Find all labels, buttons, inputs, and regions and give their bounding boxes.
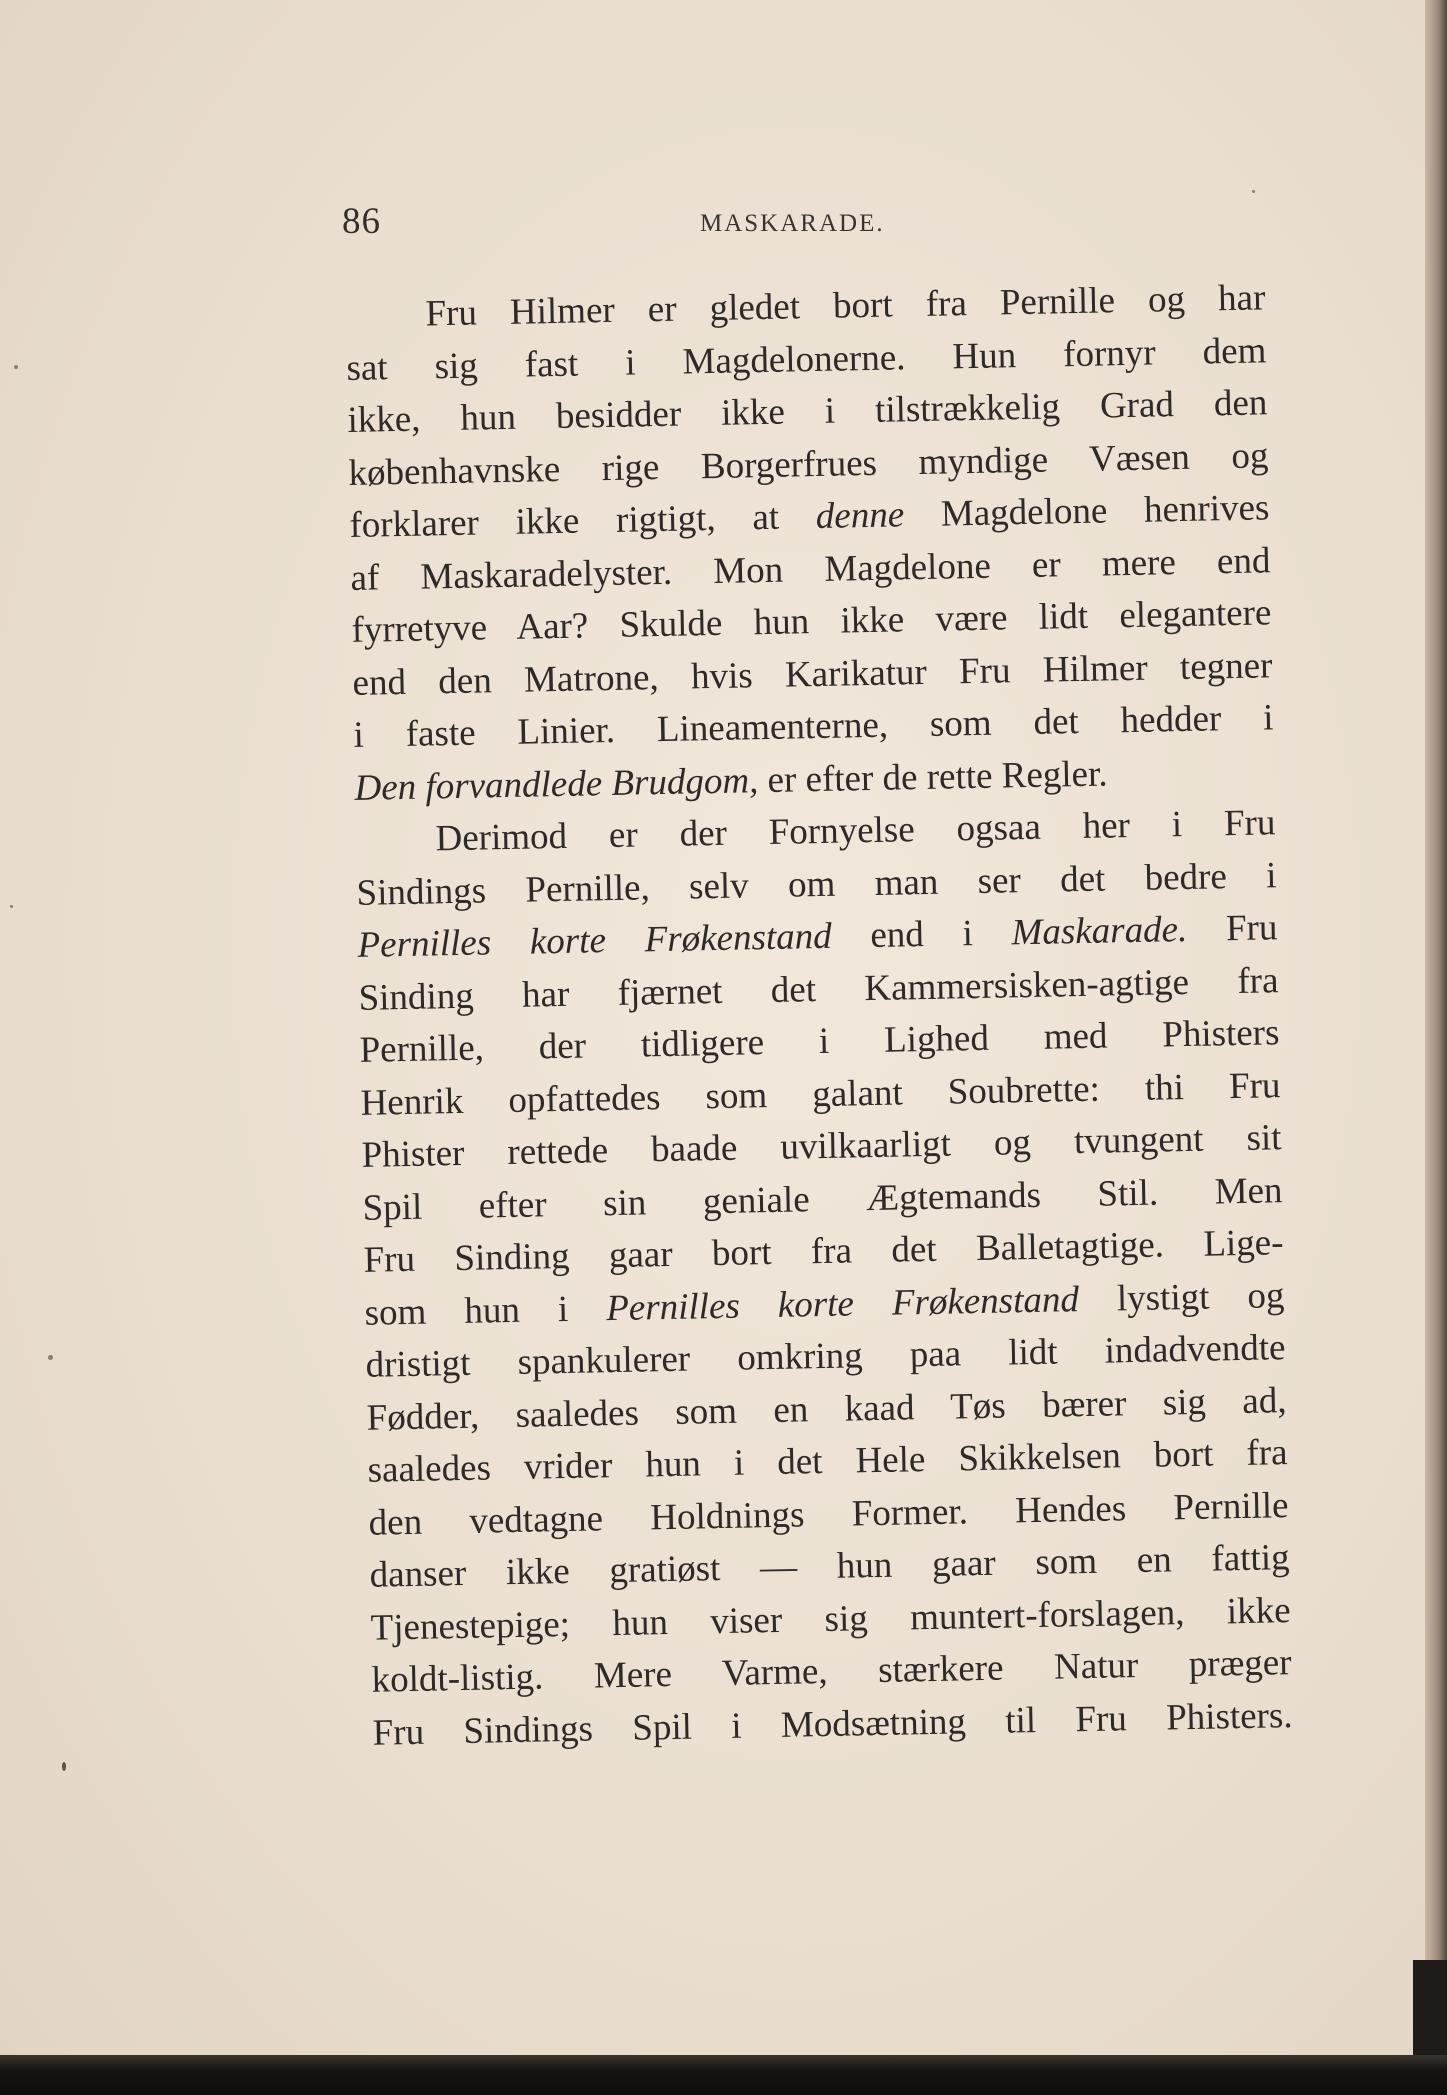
text-segment: som hun i — [364, 1287, 607, 1334]
text-segment: Henrik opfattedes som galant Soubrette: thi Fru — [360, 1064, 1281, 1124]
text-segment: af Maskaradelyster. Mon Magdelone er mere end — [350, 539, 1271, 599]
italic-title: Pernilles korte Frøkenstand — [357, 915, 833, 966]
text-segment: forklarer ikke rigtigt, at — [349, 496, 817, 546]
text-segment: end den Matrone, hvis Karikatur Fru Hilmer tegner — [352, 644, 1273, 704]
text-segment: Derimod er der Fornyelse ogsaa her i Fru — [435, 802, 1276, 860]
text-segment: Fødder, saaledes som en kaad Tøs bærer sig ad, — [366, 1379, 1287, 1439]
body-text — [345, 272, 1293, 1759]
italic-title: denne — [815, 494, 905, 537]
text-segment: danser ikke gratiøst — hun gaar som en fattig — [369, 1537, 1290, 1596]
text-segment: lystigt og — [1078, 1274, 1285, 1320]
italic-title: Pernilles korte Frøkenstand — [605, 1278, 1080, 1329]
text-segment: ikke, hun besidder ikke i tilstrækkelig Grad den — [347, 382, 1268, 441]
text-segment: er efter de rette Regler. — [757, 752, 1108, 801]
text-segment: Pernille, der tidligere i Lighed med Phisters — [359, 1012, 1280, 1071]
text-segment: Fru Sindings Spil i Modsætning til Fru Phisters. — [372, 1694, 1293, 1754]
text-segment: Fru Sinding gaar bort fra det Balletagtige. Lige- — [363, 1222, 1284, 1281]
page-header — [340, 200, 1270, 250]
page-edge-right — [1425, 0, 1447, 2095]
italic-title: Maskarade. — [1011, 908, 1188, 954]
text-segment: den vedtagne Holdnings Former. Hendes Pernille — [368, 1484, 1289, 1544]
text-segment: fyrretyve Aar? Skulde hun ikke være lidt elegantere — [351, 592, 1272, 651]
text-segment: i faste Linier. Lineamenterne, som det hedder i — [353, 697, 1274, 756]
paper-speck — [62, 1762, 66, 1771]
paper-speck — [10, 905, 13, 908]
text-segment: Tjenestepige; hun viser sig muntert-forslagen, ikke — [370, 1589, 1291, 1649]
text-segment: københavnske rige Borgerfrues myndige Væsen og — [348, 434, 1269, 494]
page-edge-bottom — [0, 2055, 1447, 2095]
text-segment: Fru Hilmer er gledet bort fra Pernille og har — [425, 277, 1266, 335]
text-segment: Spil efter sin geniale Ægtemands Stil. Men — [362, 1169, 1283, 1229]
text-segment: saaledes vrider hun i det Hele Skikkelsen bort fra — [367, 1432, 1288, 1491]
italic-title: Den forvandlede Brudgom, — [354, 759, 759, 809]
text-segment: Fru — [1186, 907, 1278, 950]
text-segment: Phister rettede baade uvilkaarligt og tvungent sit — [361, 1117, 1282, 1176]
text-segment: Sinding har fjærnet det Kammersisken-agtige fra — [358, 959, 1279, 1019]
running-head: MASKARADE. — [700, 210, 885, 237]
text-segment: Magdelone henrives — [903, 487, 1270, 536]
paper-speck — [48, 1355, 53, 1360]
text-segment: sat sig fast i Magdelonerne. Hun fornyr dem — [346, 329, 1267, 389]
text-segment: Sindings Pernille, selv om man ser det bedre i — [356, 854, 1277, 914]
text-segment: end i — [831, 912, 1012, 957]
page-number: 86 — [342, 201, 381, 242]
text-segment: dristigt spankulerer omkring paa lidt indadvendte — [365, 1327, 1286, 1386]
paper-speck — [14, 365, 18, 369]
text-segment: koldt-listig. Mere Varme, stærkere Natur præger — [371, 1642, 1292, 1701]
paper-speck — [1252, 190, 1255, 193]
